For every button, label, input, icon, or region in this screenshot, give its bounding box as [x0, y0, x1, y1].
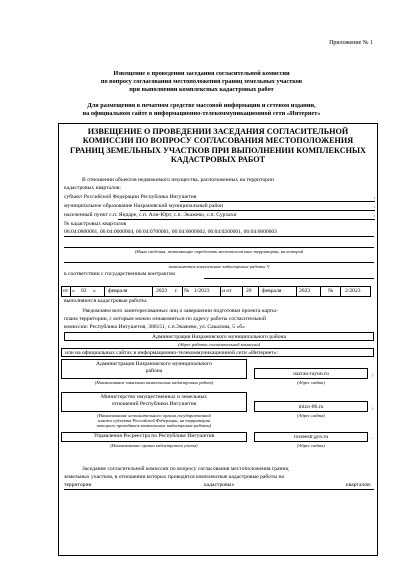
- meeting-text-2: земельных участков, в отношении которых проводятся комплексные кадастровые работы на: [64, 474, 285, 480]
- contract-year: 2023: [156, 288, 168, 294]
- contract-month-2: февраля: [262, 288, 282, 294]
- contract-from-2: и от: [222, 288, 232, 294]
- site-end: .: [372, 435, 374, 441]
- document-header: [40, 70, 363, 95]
- notice-title: [60, 127, 376, 165]
- quarters-underline: [64, 236, 374, 237]
- header-line: при выполнении комплексных кадастровых работ: [129, 86, 274, 94]
- intro-text-2: кадастровых кварталов:: [64, 185, 121, 191]
- site-end: ;: [372, 405, 374, 411]
- contract-month: февраля: [108, 288, 128, 294]
- site-url[interactable]: rosreestr.gov.ru: [254, 432, 368, 442]
- other-info-caption: (Иные сведения, позволяющие определить местоположение территории, на которой: [134, 249, 304, 254]
- settlement-field: населенный пункт с.п. Яндаре, с.п. Али-Юрт, с.п. Экажево, с.п. Сурхахи: [64, 212, 237, 218]
- other-info-line: [64, 247, 374, 248]
- quote-close: »: [93, 288, 96, 294]
- appendix-label: Приложение № 1: [329, 40, 373, 46]
- site-org: Министерство имущественных и земельных: [100, 394, 208, 400]
- contract-text: в соответствии с государственным контрактом: [64, 271, 175, 277]
- contract-underline: [204, 278, 374, 279]
- contract-day: 03: [81, 288, 87, 294]
- site-org: Управления Росреестра по Республике Ингушетия: [93, 433, 215, 439]
- contract-number-2: 2/2023: [345, 288, 361, 294]
- site-org-caption: (Наименование исполнительного органа государственной: [97, 413, 211, 418]
- placement-line: на официальном сайте в информационно-телекоммуникационной сети «Интернет»: [82, 110, 321, 118]
- settlement-underline: [118, 219, 375, 220]
- notice-text: Уведомляем всех заинтересованных лиц о завершении подготовки проекта карты-: [82, 308, 278, 314]
- contract-year-2: 2023: [299, 288, 311, 294]
- admin-caption: (Адрес работы согласительной комиссии): [177, 342, 261, 347]
- placement-note: [40, 102, 363, 118]
- other-info-caption-2: выполняются комплексные кадастровые работы ¹): [168, 264, 270, 269]
- document-page: Приложение № 1 Извещение о проведении заседания согласительной комиссии по вопросу согласования местоположения границ земельных участков при выполнении комплексных кадастровых работ Для размещения в печатном средстве массовой информации и сетевом издании, на официальном сайте в информационно-телекоммуникационной сети «Интернет» ИЗВЕЩЕНИЕ О ПРОВЕДЕНИИ ЗАСЕДАНИЯ СОГЛАСИТЕЛЬНОЙ КОМИССИИ ПО ВОПРОСУ СОГЛАСОВАНИЯ МЕСТОПОЛОЖЕНИЯ ГРАНИЦ ЗЕМЕЛЬНЫХ УЧАСТКОВ ПРИ ВЫПОЛНЕНИИ КОМПЛЕКСНЫХ КАДАСТРОВЫХ РАБОТ В отношении объектов недвижимого имущества, расположенных на территории кадастровых кварталов: субъект Российской Федерации Республика Ингушетия , муниципальное образование Назрановский муниципальный район , населенный пункт с.п. Яндаре, с.п. Али-Юрт, с.п. Экажево, с.п. Сурхахи , № кадастровых кварталов 06:04:0800001, 06:04:0000004, 06:04:0700001, 06:04:0600002, 06:04:0200001, 06:04:0600003 (Иные сведения, позволяющие определить местоположение территории, на которой выполняются комплексные кадастровые работы ¹) в соответствии с государственным контрактом от « 03 » февраля 2023 г. № 1/2023 и от 20 февраля 2023 № 2/2023 выполняются кадастровые работы. Уведомляем всех заинтересованных лиц о завершении подготовки проекта карты- плана территории, с которым можно ознакомиться по адресу работы согласительной комиссии: Республика Ингушетия, 386151, с.п.Экажево, ул. Сакалова, 5 «б» Администрация Назрановского муниципального района (Адрес работы согласительной комиссии) или на официальных сайтах в информационно-телекоммуникационной сети «Интернет»: Администрация Назрановского муниципального района nazran-rayon.ru ; (Наименование заказчика комплексных кадастровых работ) (Адрес сайта) Министерство имущественных и земельных отношений Республики Ингушетия mizo-06.ru ; (Наименование исполнительного органа государственной власти субъекта Российской Федерации, на территории которого проводятся комплексные кадастровые работы) (Адрес сайта) Управления Росреестра по Республике Ингушетия rosreestr.gov.ru . (Наименование органа кадастрового учета) (Адрес сайта) Заседание согласительной комиссии по вопросу согласования местоположения границ земельных участков, в отношении которых проводятся комплексные кадастровые работы на территории кадастровых кварталов:: [0, 0, 403, 570]
- title-line: ИЗВЕЩЕНИЕ О ПРОВЕДЕНИИ ЗАСЕДАНИЯ СОГЛАСИТЕЛЬНОЙ: [87, 127, 349, 136]
- site-url[interactable]: nazran-rayon.ru: [254, 368, 368, 379]
- number-sign-2: №: [328, 288, 334, 294]
- title-line: ГРАНИЦ ЗЕМЕЛЬНЫХ УЧАСТКОВ ПРИ ВЫПОЛНЕНИИ КОМПЛЕКСНЫХ: [70, 145, 366, 155]
- executed-text: выполняются кадастровые работы.: [64, 298, 148, 304]
- contract-day-2: 20: [246, 288, 252, 294]
- title-line: КОМИССИИ ПО ВОПРОСУ СОГЛАСОВАНИЯ МЕСТОПОЛОЖЕНИЯ: [82, 136, 354, 146]
- subject-field: субъект Российской Федерации Республика Ингушетия: [64, 194, 197, 200]
- meeting-cadastral: кадастровых: [204, 482, 235, 488]
- number-sign: №: [184, 288, 190, 294]
- meeting-underline: [64, 489, 374, 490]
- site-end: ;: [372, 372, 374, 378]
- site-url[interactable]: mizo-06.ru: [254, 401, 368, 412]
- quote-open: «: [72, 288, 75, 294]
- meeting-quarters: кварталов:: [346, 482, 372, 488]
- intro-text: В отношении объектов недвижимого имущества, расположенных на территории: [82, 177, 274, 183]
- site-org: Администрация Назрановского муниципального: [95, 361, 213, 367]
- admin-name: Администрация Назрановского муниципального района: [64, 332, 374, 341]
- year-suffix: г.: [175, 288, 179, 294]
- header-line: Извещение о проведении заседания согласительной комиссии: [113, 70, 290, 77]
- municipal-underline: [140, 210, 375, 211]
- other-info-line-2: [64, 262, 374, 263]
- notice-text-2: плана территории, с которым можно ознакомиться по адресу работы согласительной: [64, 316, 267, 322]
- quarters-label: № кадастровых кварталов: [64, 221, 127, 227]
- site-org-caption: (Наименование органа кадастрового учета): [110, 443, 198, 448]
- subject-underline: [180, 201, 375, 202]
- site-org-caption-2: власти субъекта Российской Федерации, на территории: [97, 418, 211, 423]
- site-url-caption: (Адрес сайта): [297, 380, 325, 385]
- site-org-2: отношений Республики Ингушетия: [111, 401, 197, 407]
- meeting-territory: территории: [64, 482, 92, 488]
- contract-number: 1/2023: [194, 288, 210, 294]
- notice-text-3: комиссии: Республика Ингушетия, 386151, с.п.Экажево, ул. Сакалова, 5 «б»: [64, 324, 245, 330]
- site-url-caption: (Адрес сайта): [297, 413, 325, 418]
- meeting-text: Заседание согласительной комиссии по вопросу согласования местоположения границ: [82, 466, 289, 472]
- header-line: по вопросу согласования местоположения границ земельных участков: [100, 78, 303, 86]
- or-sites-text: или на официальных сайтах в информационно-телекоммуникационной сети «Интернет»:: [61, 348, 374, 357]
- quarters-value: 06:04:0800001, 06:04:0000004, 06:04:0700001, 06:04:0600002, 06:04:0200001, 06:04:0600003: [64, 229, 277, 235]
- site-org-2: района: [145, 368, 163, 374]
- site-url-caption: (Адрес сайта): [297, 443, 325, 448]
- site-org-caption-3: которого проводятся комплексные кадастровые работы): [96, 423, 212, 428]
- title-line: КАДАСТРОВЫХ РАБОТ: [170, 155, 266, 165]
- contract-from: от: [63, 288, 69, 294]
- municipal-field: муниципальное образование Назрановский муниципальный район: [64, 203, 224, 209]
- placement-line: Для размещения в печатном средстве массовой информации и сетевом издании,: [87, 102, 316, 109]
- site-org-caption: (Наименование заказчика комплексных кадастровых работ): [94, 380, 214, 385]
